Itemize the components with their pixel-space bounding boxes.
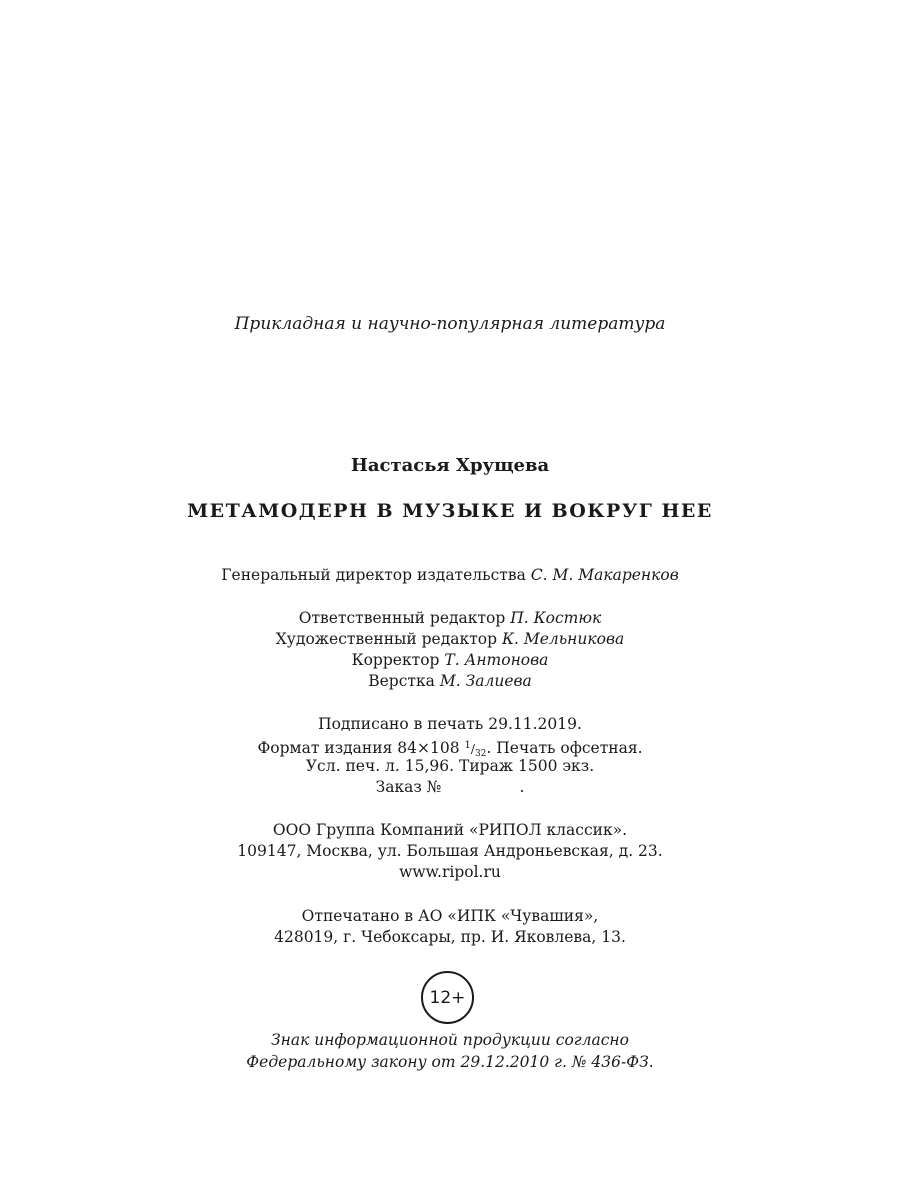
format-suffix: . Печать офсетная. [486, 739, 643, 757]
print-sheets-line: Усл. печ. л. 15,96. Тираж 1500 экз. [305, 757, 595, 775]
print-signed-date: Подписано в печать 29.11.2019. [318, 715, 582, 733]
staff-name: М. Залиева [439, 672, 532, 690]
staff-role: Верстка [368, 672, 435, 690]
fraction-numerator: 1 [464, 740, 471, 751]
staff-name: П. Костюк [510, 609, 602, 627]
publisher-name: ООО Группа Компаний «РИПОЛ классик». [272, 821, 628, 839]
staff-role: Корректор [351, 651, 440, 669]
staff-name: К. Мельникова [501, 630, 625, 648]
publisher-website: www.ripol.ru [399, 863, 501, 881]
director-line [0, 565, 900, 586]
staff-line [0, 608, 900, 629]
staff-role: Ответственный редактор [298, 609, 506, 627]
format-fraction: $^1/_{32}$ [464, 740, 487, 759]
genre-label: Прикладная и научно-популярная литература [234, 314, 666, 334]
staff-line [0, 629, 900, 650]
author-name: Настасья Хрущева [350, 455, 550, 476]
order-line [0, 777, 900, 798]
staff-line [0, 671, 900, 692]
age-rating-badge: 12+ [421, 971, 474, 1024]
director-role: Генеральный директор издательства [221, 566, 526, 584]
order-end: . [519, 778, 525, 796]
fraction-denominator: 32 [474, 749, 487, 759]
book-title: МЕТАМОДЕРН В МУЗЫКЕ И ВОКРУГ НЕЕ [187, 500, 713, 522]
printer-name: Отпечатано в АО «ИПК «Чувашия», [301, 907, 599, 925]
staff-role: Художественный редактор [275, 630, 498, 648]
notice-line-1: Знак информационной продукции согласно [271, 1031, 629, 1049]
notice-line-2: Федеральному закону от 29.12.2010 г. № 436-ФЗ. [246, 1053, 654, 1071]
staff-name: Т. Антонова [444, 651, 549, 669]
director-name: С. М. Макаренков [530, 566, 679, 584]
order-label: Заказ № [375, 778, 442, 796]
staff-line [0, 650, 900, 671]
format-prefix: Формат издания 84×108 [257, 739, 460, 757]
printer-address: 428019, г. Чебоксары, пр. И. Яковлева, 13. [274, 928, 626, 946]
publisher-address: 109147, Москва, ул. Большая Андроньевская, д. 23. [237, 842, 663, 860]
